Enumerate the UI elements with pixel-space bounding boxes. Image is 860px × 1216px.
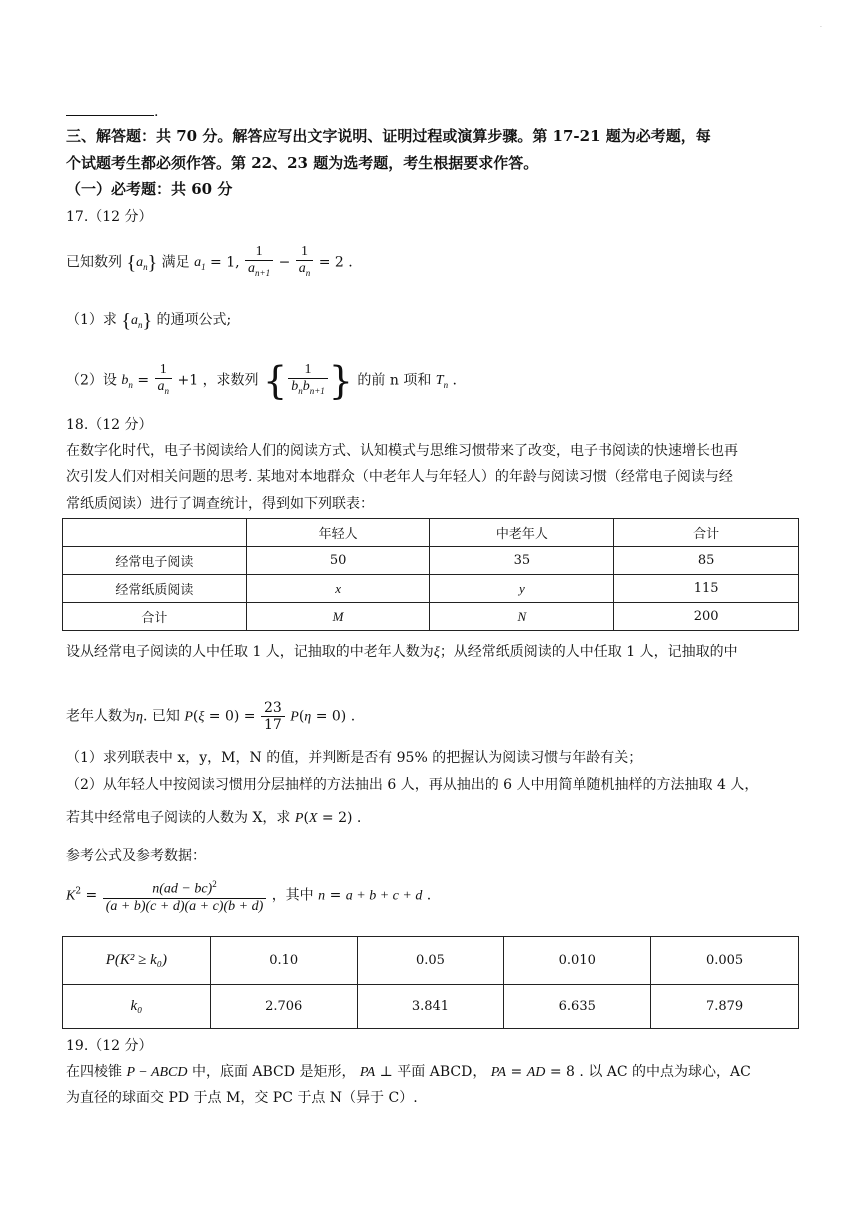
q18-part1: （1）求列联表中 x，y，M，N 的值，并判断是否有 95% 的把握认为阅读习惯与年龄有关； [66, 750, 643, 766]
table-cell: 85 [614, 547, 799, 575]
critical-value-table [62, 936, 799, 1029]
table-cell: 50 [246, 547, 430, 575]
table-row [63, 519, 799, 547]
q18-part2-cont: 若其中经常电子阅读的人数为 X，求 P(X = 2) . [66, 810, 362, 826]
q19-text2: 为直径的球面交 PD 于点 M，交 PC 于点 N（异于 C）. [66, 1090, 418, 1106]
table-row [63, 985, 799, 1029]
q17-given: 已知数列 $\{a_n\}$ 满足 $a_1 = 1$, $\frac{1}{a_{n+1}}$ − $\frac{1}{a_n}$ = 2 . [66, 244, 353, 278]
table-cell: 经常电子阅读 [63, 547, 247, 575]
table-header-cell: P(K² ≥ k₀) [63, 937, 211, 985]
q19-heading: 19.（12 分） [66, 1038, 153, 1054]
q18-part2: （2）从年轻人中按阅读习惯用分层抽样的方法抽出 6 人，再从抽出的 6 人中用简单随机抽样的方法抽取 4 人， [66, 777, 759, 793]
table-cell: 6.635 [504, 985, 651, 1029]
table-cell: y [430, 575, 614, 603]
table-row [63, 547, 799, 575]
answer-blank [66, 103, 154, 116]
table-header-cell: 中老年人 [430, 519, 614, 547]
section3-heading-cont: 个试题考生都必须作答。第 22、23 题为选考题，考生根据要求作答。 [66, 154, 539, 172]
q19-text1: 在四棱锥 P − ABCD 中，底面 ABCD 是矩形， PA ⊥ 平面 ABCD， PA = AD = 8 . 以 AC 的中点为球心，AC [66, 1064, 751, 1080]
answer-blank-line: . [66, 102, 158, 122]
table-cell: 2.706 [210, 985, 357, 1029]
table-cell: 7.879 [651, 985, 799, 1029]
table-cell: 0.005 [651, 937, 799, 985]
q17-part1: （1）求 $\{a_n\}$ 的通项公式; [66, 309, 232, 332]
q17-part2: （2）设 $b_n$ = $\frac{1}{a_n}$ +1 ，求数列 { $\frac{1}{b_nb_{n+1}}$ } 的前 n 项和 $T_n$ . [66, 358, 457, 403]
table-cell: 经常纸质阅读 [63, 575, 247, 603]
table-header-cell: k₀ [63, 985, 211, 1029]
k2-formula: $K^2$ = $\frac{n(ad - bc)^2}{(a + b)(c + d)(a + c)(b + d)}$ ，其中 n = a + b + c + d . [66, 876, 431, 915]
table-cell: x [246, 575, 430, 603]
part1-heading: （一）必考题：共 60 分 [66, 180, 233, 198]
table-row [63, 575, 799, 603]
top-dot: . [820, 22, 822, 29]
q18-text4: 设从经常电子阅读的人中任取 1 人，记抽取的中老年人数为ξ；从经常纸质阅读的人中任取 1 人，记抽取的中 [66, 644, 738, 660]
contingency-table [62, 518, 799, 631]
table-cell: 115 [614, 575, 799, 603]
q18-text2: 次引发人们对相关问题的思考. 某地对本地群众（中老年人与年轻人）的年龄与阅读习惯（经常电子阅读与经 [66, 469, 733, 485]
table-cell: 合计 [63, 603, 247, 631]
table-cell: 35 [430, 547, 614, 575]
q18-reference: 参考公式及参考数据： [66, 848, 206, 864]
table-cell: 3.841 [357, 985, 504, 1029]
table-cell: N [430, 603, 614, 631]
table-header-cell [63, 519, 247, 547]
q18-text1: 在数字化时代，电子书阅读给人们的阅读方式、认知模式与思维习惯带来了改变，电子书阅读的快速增长也再 [66, 443, 738, 459]
table-cell: 0.05 [357, 937, 504, 985]
q17-heading: 17.（12 分） [66, 209, 153, 225]
table-cell: M [246, 603, 430, 631]
table-header-cell: 合计 [614, 519, 799, 547]
table-row [63, 603, 799, 631]
section3-heading: 三、解答题：共 70 分。解答应写出文字说明、证明过程或演算步骤。第 17-21 题为必考题，每 [66, 127, 711, 145]
table-header-cell: 年轻人 [246, 519, 430, 547]
table-cell: 200 [614, 603, 799, 631]
q18-text3: 常纸质阅读）进行了调查统计，得到如下列联表： [66, 496, 374, 512]
table-row [63, 937, 799, 985]
q18-text5: 老年人数为η. 已知 P(ξ = 0) = $\frac{23}{17}$ P(η = 0) . [66, 700, 356, 733]
table-cell: 0.010 [504, 937, 651, 985]
table-cell: 0.10 [210, 937, 357, 985]
q18-heading: 18.（12 分） [66, 417, 153, 433]
